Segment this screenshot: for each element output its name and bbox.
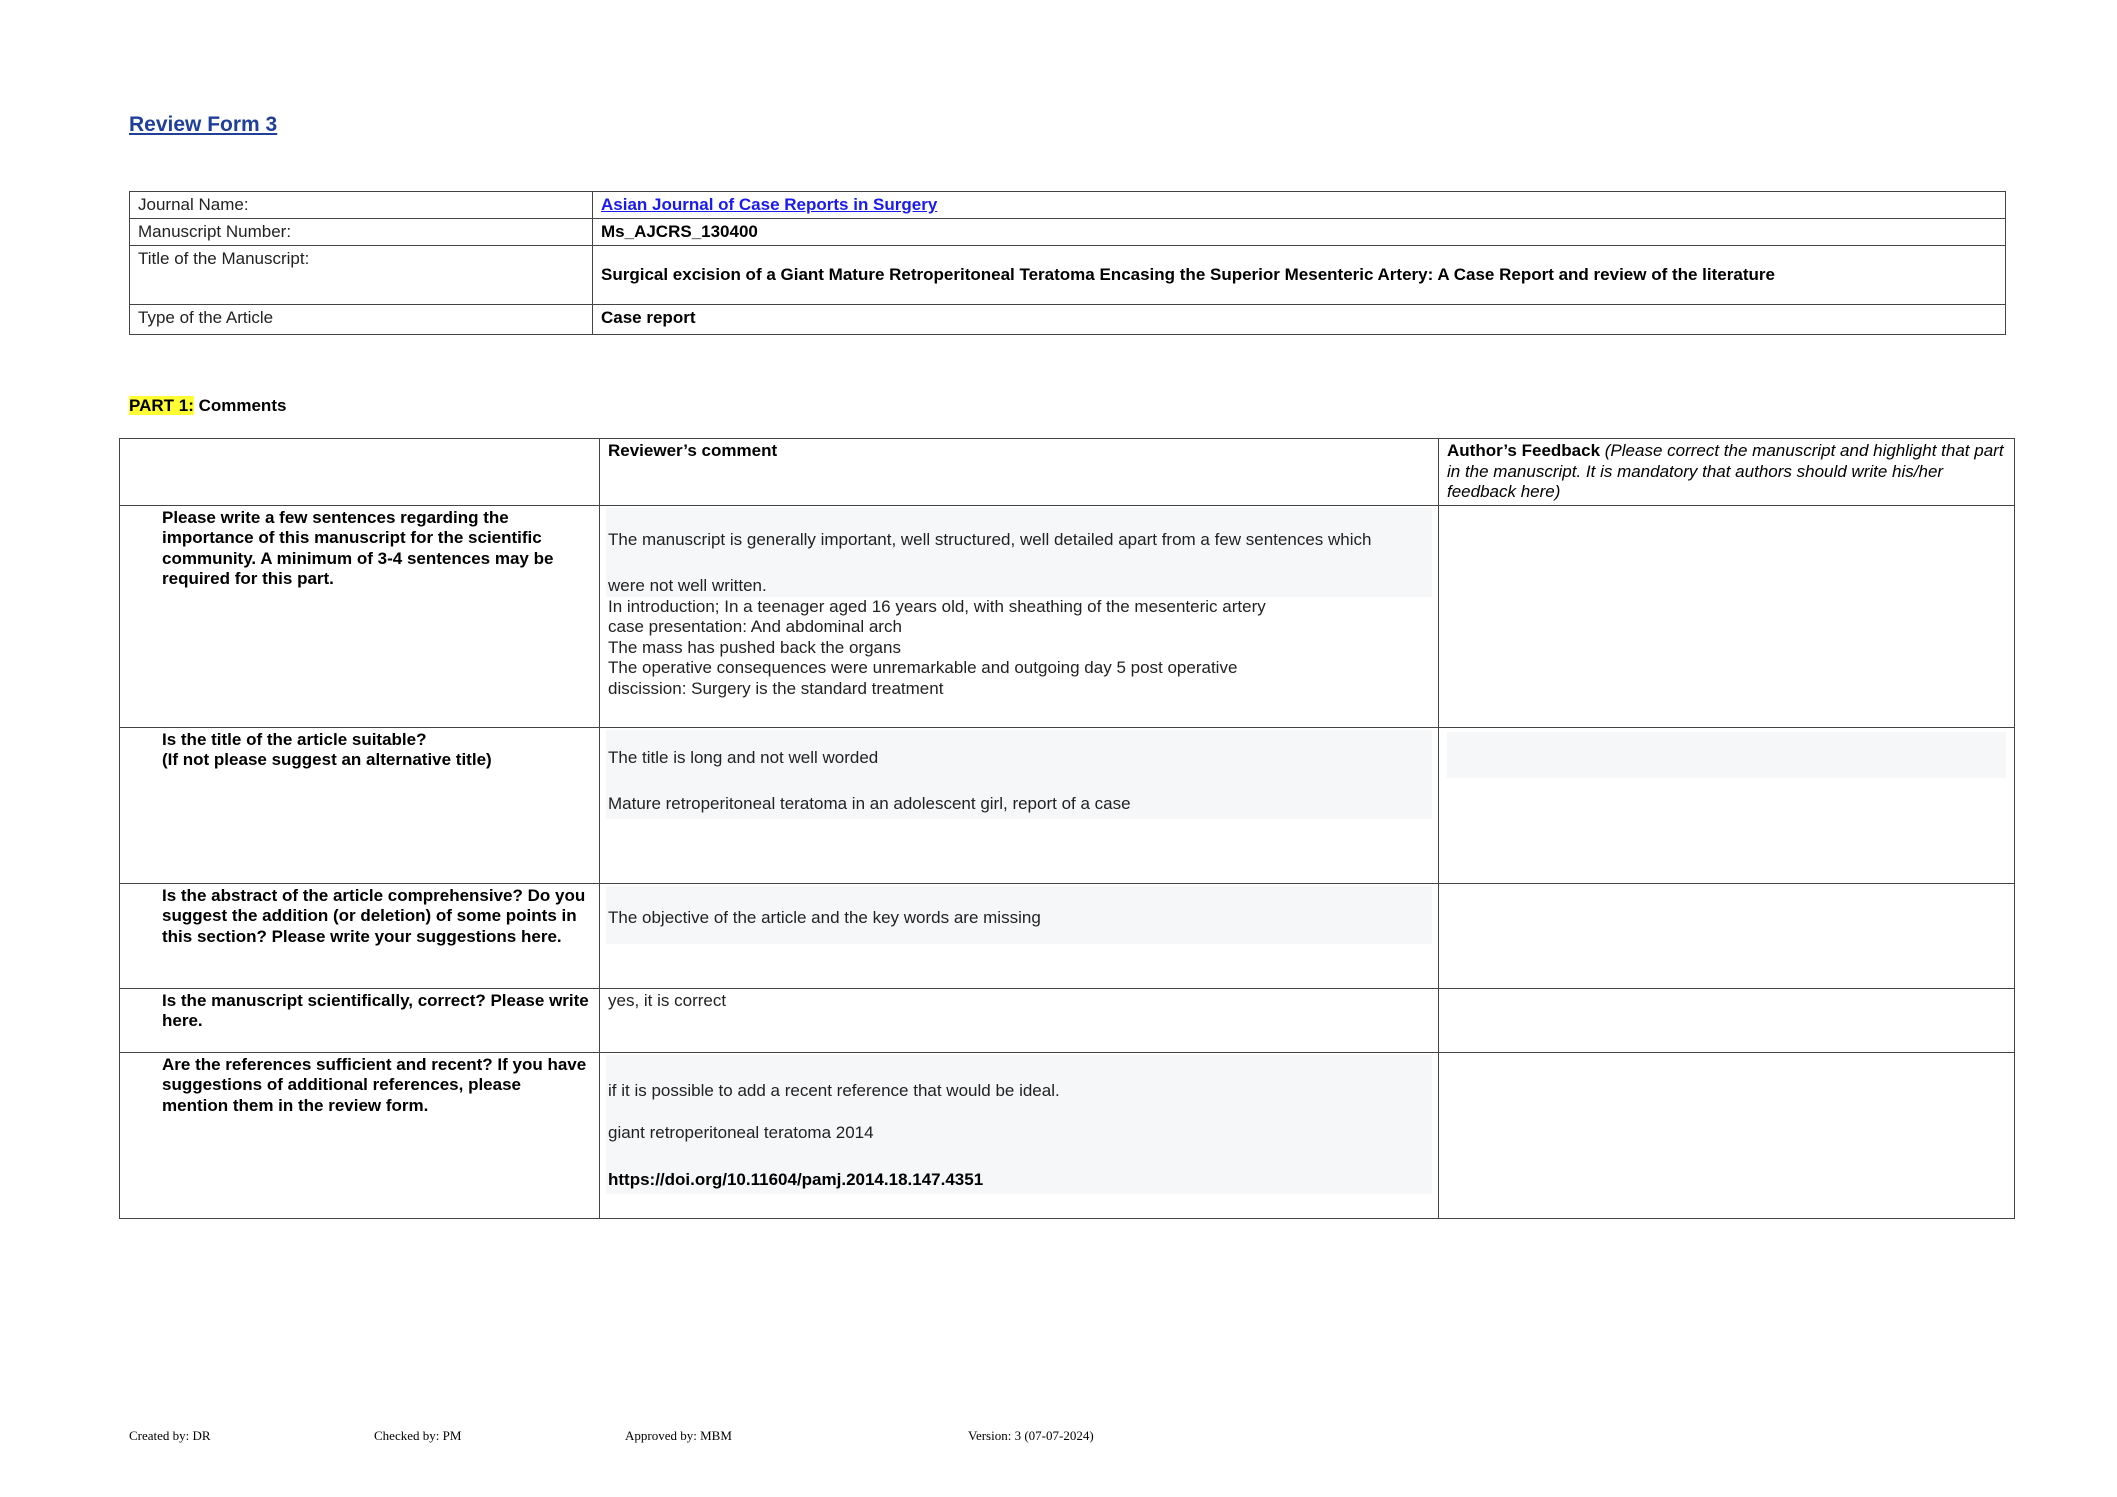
question: Is the manuscript scientifically, correct? Please write here. — [120, 988, 600, 1052]
comment-line: The mass has pushed back the organs — [608, 637, 901, 657]
journal-link[interactable]: Asian Journal of Case Reports in Surgery — [601, 195, 938, 214]
footer-version: Version: 3 (07-07-2024) — [968, 1428, 1094, 1443]
part-heading — [129, 396, 286, 416]
comment-line: In introduction; In a teenager aged 16 years old, with sheathing of the mesenteric artery — [608, 596, 1266, 616]
comment-line: were not well written. — [606, 552, 1432, 597]
author-feedback-title: Author’s Feedback — [1447, 441, 1601, 460]
footer-checked: Checked by: PM — [374, 1428, 462, 1443]
reviewer-comment — [600, 1052, 1439, 1218]
reviewer-comment — [600, 505, 1439, 727]
type-label: Type of the Article — [130, 305, 593, 335]
form-title: Review Form 3 — [129, 113, 278, 136]
comment-line: if it is possible to add a recent reference that would be ideal. — [606, 1055, 1432, 1116]
comment-line: Mature retroperitoneal teratoma in an adolescent girl, report of a case — [606, 784, 1432, 819]
comment-line: The objective of the article and the key words are missing — [606, 886, 1432, 945]
author-feedback-cell[interactable] — [1439, 883, 2015, 988]
reviewer-comment-header: Reviewer’s comment — [600, 439, 1439, 506]
question: Please write a few sentences regarding the importance of this manuscript for the scientific community. A minimum of 3-4 sentences may be required for this part. — [120, 505, 600, 727]
author-feedback-header — [1439, 439, 2015, 506]
comment-line: The operative consequences were unremarkable and outgoing day 5 post operative — [608, 658, 1238, 677]
title-label: Title of the Manuscript: — [130, 246, 593, 305]
author-feedback-note: (Please correct the manuscript and highlight that part in the manuscript. It is mandatory that authors should write his/her feedback here) — [1447, 441, 2004, 501]
comment-line: discission: Surgery is the standard treatment — [608, 678, 944, 698]
question: Is the title of the article suitable? (If not please suggest an alternative title) — [120, 727, 600, 883]
journal-label: Journal Name: — [130, 192, 593, 219]
ms-label: Manuscript Number: — [130, 219, 593, 246]
type-value: Case report — [593, 305, 2006, 335]
title-value: Surgical excision of a Giant Mature Retroperitoneal Teratoma Encasing the Superior Mesenteric Artery: A Case Report and review of the literature — [593, 246, 2006, 305]
author-feedback-cell[interactable] — [1439, 727, 2015, 883]
reviewer-comment: yes, it is correct — [600, 988, 1439, 1052]
comment-line: giant retroperitoneal teratoma 2014 — [606, 1115, 1432, 1158]
comment-line: case presentation: And abdominal arch — [608, 617, 902, 636]
part-title: Comments — [193, 396, 287, 415]
ms-value: Ms_AJCRS_130400 — [593, 219, 2006, 246]
question: Are the references sufficient and recent? If you have suggestions of additional references, please mention them in the review form. — [120, 1052, 600, 1218]
footer-approved: Approved by: MBM — [625, 1428, 732, 1443]
footer-created: Created by: DR — [129, 1428, 211, 1443]
reviewer-comment — [600, 727, 1439, 883]
question: Is the abstract of the article comprehensive? Do you suggest the addition (or deletion) of some points in this section? Please write your suggestions here. — [120, 883, 600, 988]
author-feedback-cell[interactable] — [1439, 505, 2015, 727]
reference-doi: https://doi.org/10.11604/pamj.2014.18.147.4351 — [606, 1158, 1432, 1195]
comments-table — [119, 438, 2015, 1219]
part-label: PART 1: — [129, 396, 194, 415]
empty-header-cell — [120, 439, 600, 506]
author-feedback-cell[interactable] — [1439, 988, 2015, 1052]
comment-line: The manuscript is generally important, well structured, well detailed apart from a few sentences which — [606, 508, 1432, 553]
author-feedback-cell[interactable] — [1439, 1052, 2015, 1218]
manuscript-info-table — [129, 191, 2006, 335]
reviewer-comment — [600, 883, 1439, 988]
comment-line: The title is long and not well worded — [606, 730, 1432, 785]
